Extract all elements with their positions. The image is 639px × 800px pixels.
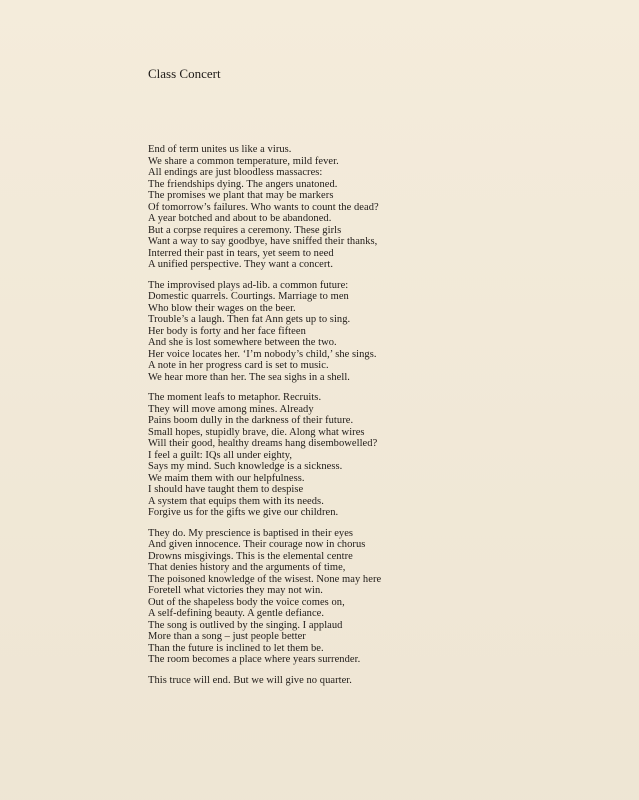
poem-line: That denies history and the arguments of time, [148,562,346,573]
poem-line: Domestic quarrels. Courtings. Marriage to men [148,291,349,302]
stanza-4 [148,528,488,666]
poem-line: I should have taught them to despise [148,484,304,495]
poem-line: This truce will end. But we will give no quarter. [148,674,352,686]
poem-line: The moment leafs to metaphor. Recruits. [148,392,322,403]
poem-line: Forgive us for the gifts we give our children. [148,507,339,518]
poem-line: Small hopes, stupidly brave, die. Along what wires [148,426,365,438]
poem-line: The improvised plays ad-lib. a common future: [148,279,349,291]
poem-line: We hear more than her. The sea sighs in a shell. [148,371,350,383]
stanza-1 [148,144,488,271]
poem-line: A note in her progress card is set to music. [148,360,329,371]
poem-line: We maim them with our helpfulness. [148,472,305,484]
poem-line: The poisoned knowledge of the wisest. None may here [148,573,382,585]
poem-line: I feel a guilt: IQs all under eighty, [148,449,293,461]
poem-line: But a corpse requires a ceremony. These girls [148,224,342,236]
poem-line: A year botched and about to be abandoned. [148,213,332,224]
poem-line: Who blow their wages on the beer. [148,302,296,314]
poem-line: Says my mind. Such knowledge is a sickness. [148,461,343,472]
poem-line: Want a way to say goodbye, have sniffed their thanks, [148,236,378,247]
poem-line: The song is outlived by the singing. I applaud [148,619,343,631]
poem-line: Interred their past in tears, yet seem to need [148,247,334,259]
poem-line: End of term unites us like a virus. [148,144,292,155]
poem-line: They do. My prescience is baptised in their eyes [148,527,354,539]
poem-line: Than the future is inclined to let them be. [148,642,324,654]
poem-line: The promises we plant that may be markers [148,190,334,201]
poem-title: Class Concert [148,66,221,81]
poem-body [148,144,488,687]
poem-line: A self-defining beauty. A gentle defiance. [148,608,325,619]
poem-line: Drowns misgivings. This is the elemental centre [148,550,353,562]
poem-line: Foretell what victories they may not win. [148,585,323,596]
poem-line: A system that equips them with its needs. [148,495,324,507]
poem-line: Pains boom dully in the darkness of their future. [148,415,354,426]
stanza-3 [148,392,488,519]
stanza-2 [148,280,488,384]
poem-line: They will move among mines. Already [148,403,314,415]
poem-line: Her body is forty and her face fifteen [148,325,306,337]
poem-line: Of tomorrow’s failures. Who wants to count the dead? [148,201,379,213]
poem-line: We share a common temperature, mild fever. [148,155,339,167]
poem-line: Will their good, healthy dreams hang disembowelled? [148,438,378,449]
poem-line: The room becomes a place where years surrender. [148,654,361,665]
poem-line: More than a song – just people better [148,631,306,642]
poem-line: And given innocence. Their courage now in chorus [148,539,366,550]
poem-line: All endings are just bloodless massacres: [148,167,323,178]
poem-line: The friendships dying. The angers unatoned. [148,178,338,190]
poem-line: Out of the shapeless body the voice comes on, [148,596,345,608]
poem-line: And she is lost somewhere between the two. [148,337,337,348]
poem-line: A unified perspective. They want a concert. [148,259,334,270]
poem-line: Her voice locates her. ‘I’m nobody’s child,’ she sings. [148,348,377,360]
poem-line: Trouble’s a laugh. Then fat Ann gets up to sing. [148,314,351,325]
stanza-5 [148,675,488,687]
